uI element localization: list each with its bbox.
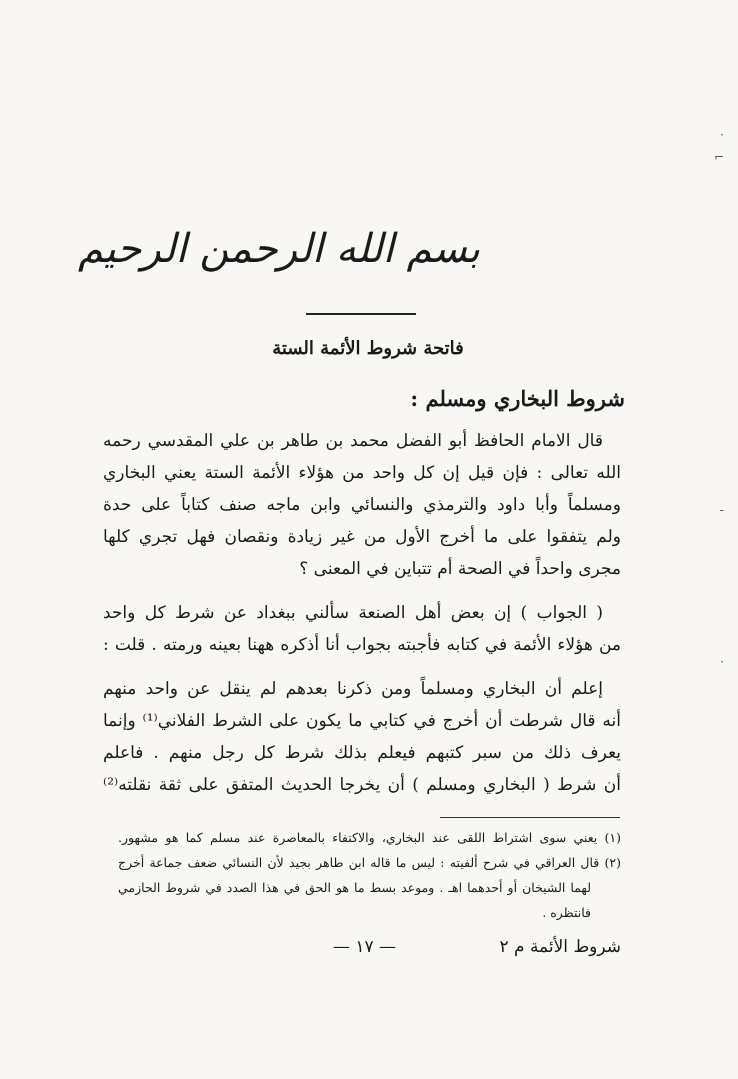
margin-mark: ⌐ <box>713 150 724 164</box>
paragraph <box>103 425 621 585</box>
footnote-line: لهما الشيخان أو أحدهما اهـ . وموعد بسط ما هو الحق في هذا الصدد في شروط الحازمي <box>118 880 591 895</box>
body-text <box>103 425 621 801</box>
footer-book-title: شروط الأئمة م ٢ <box>499 937 621 957</box>
margin-mark: · <box>720 128 724 142</box>
paragraph <box>103 673 621 801</box>
text-line: أن شرط ( البخاري ومسلم ) أن يخرجا الحديث المتفق على ثقة نقلته⁽²⁾ <box>103 775 621 795</box>
margin-mark: - <box>719 503 724 517</box>
text-line: إعلم أن البخاري ومسلماً ومن ذكرنا بعدهم لم ينقل عن واحد منهم <box>103 679 603 699</box>
margin-mark: · <box>720 655 724 669</box>
footnote-divider <box>440 817 620 818</box>
footnote-line: (٢) قال العراقي في شرح ألفيته : ليس ما قاله ابن طاهر بجيد لأن النسائي ضعف جماعة أخرج <box>118 855 621 870</box>
text-line: ( الجواب ) إن بعض أهل الصنعة سألني ببغداد عن شرط كل واحد <box>103 603 603 623</box>
footnote-line: فانتظره . <box>542 905 591 920</box>
basmala-divider <box>306 313 416 315</box>
text-line: قال الامام الحافظ أبو الفضل محمد بن طاهر بن علي المقدسي رحمه <box>103 431 603 451</box>
running-footer <box>127 937 621 965</box>
paragraph <box>103 597 621 661</box>
chapter-title: فاتحة شروط الأئمة الستة <box>272 338 464 359</box>
text-line: أنه قال شرطت أن أخرج في كتابي ما يكون على الشرط الفلاني⁽¹⁾ وإنما <box>103 711 621 731</box>
text-line: ولم يتفقوا على ما أخرج الأول من غير زيادة ونقصان فهل تجري كلها <box>103 527 621 547</box>
text-line: الله تعالى : فإن قيل إن كل واحد من هؤلاء الأئمة الستة يعني البخاري <box>103 463 621 483</box>
section-heading: شروط البخاري ومسلم : <box>410 386 625 411</box>
footnote-line: (١) يعني سوى اشتراط اللقى عند البخاري، والاكتفاء بالمعاصرة عند مسلم كما هو مشهور. <box>118 830 621 845</box>
text-line: ومسلماً وأبا داود والترمذي والنسائي وابن ماجه صنف كتاباً على حدة <box>103 495 621 515</box>
text-line: من هؤلاء الأئمة في كتابه فأجبته بجواب أنا أذكره ههنا بعينه ورمته . قلت : <box>103 635 621 655</box>
text-line: مجرى واحداً في الصحة أم تتباين في المعنى ؟ <box>299 559 621 579</box>
page-number: — ١٧ — <box>332 937 396 957</box>
footnotes <box>118 825 621 925</box>
basmala-calligraphy: بسم الله الرحمن الرحيم <box>77 226 480 272</box>
text-line: يعرف ذلك من سبر كتبهم فيعلم بذلك شرط كل رجل منهم . فاعلم <box>103 743 621 763</box>
